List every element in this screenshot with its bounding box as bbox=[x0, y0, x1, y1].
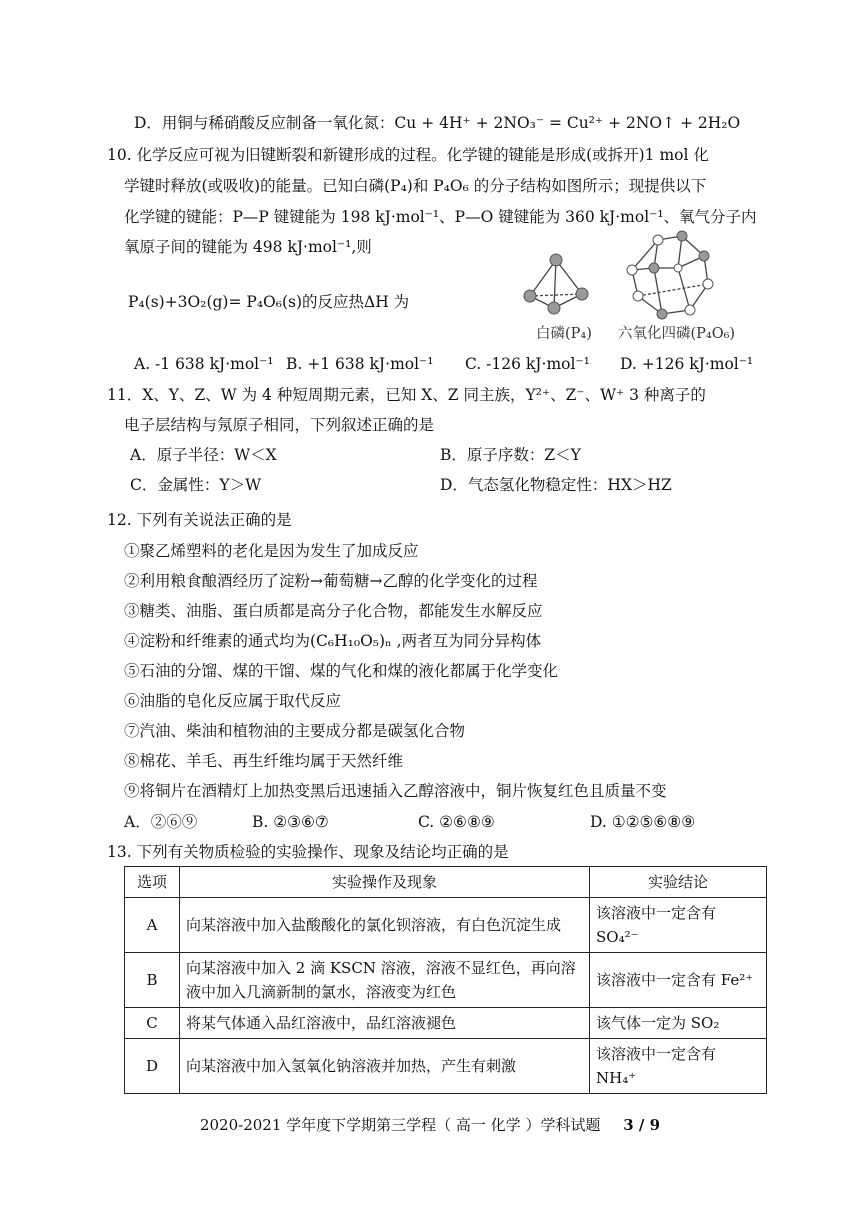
table-cell-option: D bbox=[125, 1039, 180, 1094]
table-row bbox=[125, 1008, 767, 1039]
q12-item: ⑨将铜片在酒精灯上加热变黑后迅速插入乙醇溶液中，铜片恢复红色且质量不变 bbox=[124, 782, 667, 800]
table-cell-result: 该溶液中一定含有 SO₄²⁻ bbox=[590, 898, 767, 953]
table-cell-result: 该溶液中一定含有 Fe²⁺ bbox=[590, 953, 767, 1008]
q11-option-a: A．原子半径：W＜X bbox=[130, 446, 277, 464]
q10-option-b: B. +1 638 kJ·mol⁻¹ bbox=[286, 355, 434, 373]
q12-item: ③糖类、油脂、蛋白质都是高分子化合物，都能发生水解反应 bbox=[124, 602, 543, 620]
q10-option-a: A. -1 638 kJ·mol⁻¹ bbox=[134, 355, 274, 373]
table-cell-result: 该气体一定为 SO₂ bbox=[590, 1008, 767, 1039]
q12-stem: 12. 下列有关说法正确的是 bbox=[107, 511, 292, 529]
table-row bbox=[125, 1039, 767, 1094]
q13-stem: 13. 下列有关物质检验的实验操作、现象及结论均正确的是 bbox=[107, 843, 509, 861]
q11-line-2: 电子层结构与氖原子相同，下列叙述正确的是 bbox=[124, 416, 435, 434]
table-cell-option: C bbox=[125, 1008, 180, 1039]
table-row bbox=[125, 898, 767, 953]
page-number: 3 / 9 bbox=[623, 1116, 661, 1134]
table-header: 选项 bbox=[125, 867, 180, 898]
table-cell-operation: 向某溶液中加入盐酸酸化的氯化钡溶液，有白色沉淀生成 bbox=[180, 898, 590, 953]
table-cell-result: 该溶液中一定含有 NH₄⁺ bbox=[590, 1039, 767, 1094]
q10-option-d: D. +126 kJ·mol⁻¹ bbox=[620, 355, 754, 373]
q12-item: ④淀粉和纤维素的通式均为(C₆H₁₀O₅)ₙ ,两者互为同分异构体 bbox=[124, 632, 542, 650]
q12-item: ⑦汽油、柴油和植物油的主要成分都是碳氢化合物 bbox=[124, 722, 466, 740]
table-header: 实验操作及现象 bbox=[180, 867, 590, 898]
table-cell-option: B bbox=[125, 953, 180, 1008]
q12-item: ⑥油脂的皂化反应属于取代反应 bbox=[124, 692, 342, 710]
table-row bbox=[125, 953, 767, 1008]
white-phosphorus-structure bbox=[520, 252, 592, 318]
q10-option-c: C. -126 kJ·mol⁻¹ bbox=[465, 355, 590, 373]
q11-line-1: 11．X、Y、Z、W 为 4 种短周期元素，已知 X、Z 同主族，Y²⁺、Z⁻、W⁺ 3 种离子的 bbox=[107, 386, 706, 404]
white-phosphorus-label: 白磷(P₄) bbox=[536, 326, 592, 342]
table-cell-operation: 向某溶液中加入氢氧化钠溶液并加热，产生有刺激 bbox=[180, 1039, 590, 1094]
p4o6-label: 六氧化四磷(P₄O₆) bbox=[618, 326, 736, 342]
q11-option-d: D．气态氢化物稳定性：HX＞HZ bbox=[440, 476, 672, 494]
p4o6-structure bbox=[620, 230, 720, 322]
q11-option-c: C．金属性：Y＞W bbox=[130, 476, 262, 494]
q10-line-3: 化学键的键能：P—P 键键能为 198 kJ·mol⁻¹、P—O 键键能为 360 kJ·mol⁻¹、氧气分子内 bbox=[124, 208, 757, 226]
q12-option-d: D. ①②⑤⑥⑧⑨ bbox=[590, 813, 696, 831]
q12-item: ⑤石油的分馏、煤的干馏、煤的气化和煤的液化都属于化学变化 bbox=[124, 662, 559, 680]
table-cell-operation: 向某溶液中加入 2 滴 KSCN 溶液，溶液不显红色，再向溶液中加入几滴新制的氯水，溶液变为红色 bbox=[180, 953, 590, 1008]
table-cell-option: A bbox=[125, 898, 180, 953]
q12-item: ⑧棉花、羊毛、再生纤维均属于天然纤维 bbox=[124, 752, 404, 770]
q11-option-b: B．原子序数：Z＜Y bbox=[440, 446, 581, 464]
q9-option-d: D．用铜与稀硝酸反应制备一氧化氮：Cu + 4H⁺ + 2NO₃⁻ = Cu²⁺ + 2NO↑ + 2H₂O bbox=[134, 114, 741, 132]
table-header-row bbox=[125, 867, 767, 898]
q10-line-4: 氧原子间的键能为 498 kJ·mol⁻¹,则 bbox=[124, 238, 372, 256]
q12-option-b: B. ②③⑥⑦ bbox=[252, 813, 329, 831]
q12-item: ②利用粮食酿酒经历了淀粉→葡萄糖→乙醇的化学变化的过程 bbox=[124, 572, 538, 590]
q10-line-1: 10. 化学反应可视为旧键断裂和新键形成的过程。化学键的键能是形成(或拆开)1 mol 化 bbox=[107, 146, 709, 164]
page-footer bbox=[0, 1114, 860, 1135]
table-header: 实验结论 bbox=[590, 867, 767, 898]
q10-reaction: P₄(s)+3O₂(g)= P₄O₆(s)的反应热ΔH 为 bbox=[128, 293, 410, 311]
q13-table bbox=[124, 866, 767, 1094]
q12-item: ①聚乙烯塑料的老化是因为发生了加成反应 bbox=[124, 542, 419, 560]
q12-option-c: C. ②⑥⑧⑨ bbox=[418, 813, 495, 831]
table-cell-operation: 将某气体通入品红溶液中，品红溶液褪色 bbox=[180, 1008, 590, 1039]
q12-option-a: A．②⑥⑨ bbox=[124, 813, 198, 831]
footer-title: 2020-2021 学年度下学期第三学程（ 高一 化学 ）学科试题 bbox=[199, 1116, 601, 1134]
q10-line-2: 学键时释放(或吸收)的能量。已知白磷(P₄)和 P₄O₆ 的分子结构如图所示；现提供以下 bbox=[124, 177, 707, 195]
